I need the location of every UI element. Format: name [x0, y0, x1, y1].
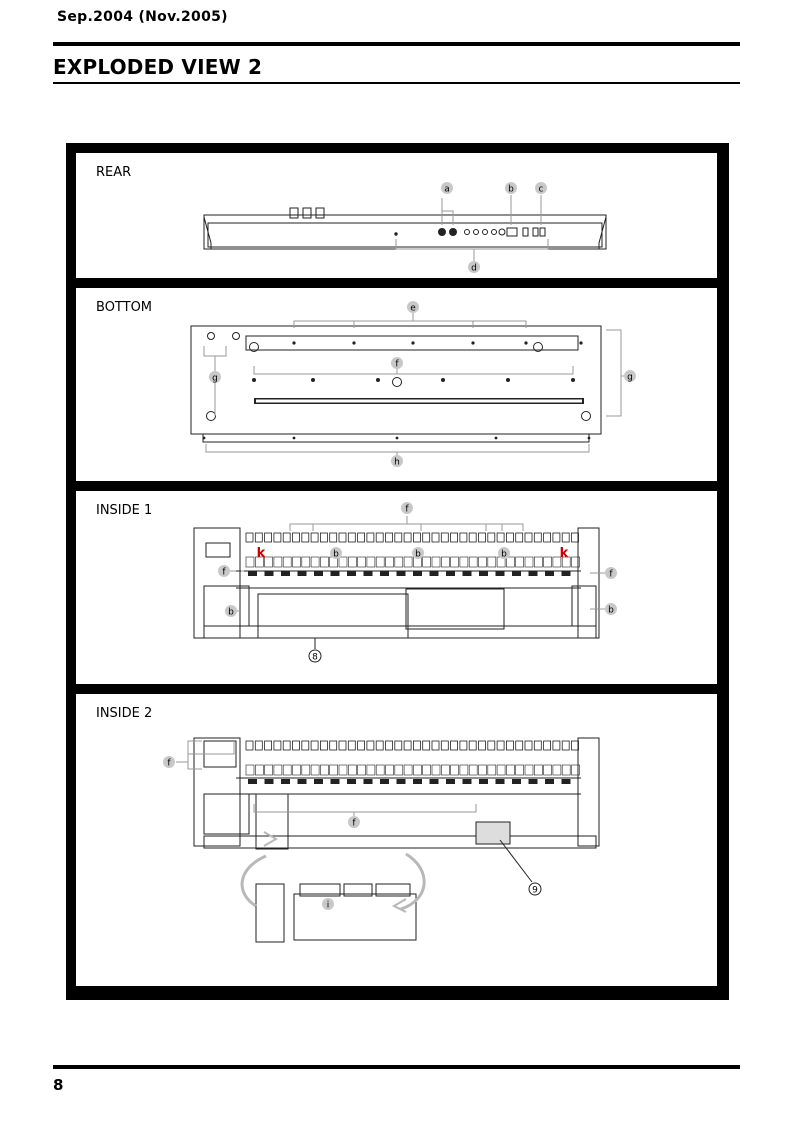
footer-rule [53, 1065, 740, 1069]
callout-h: h [394, 457, 400, 468]
callout-f: f [395, 359, 399, 370]
callout-b-3: b [501, 549, 507, 560]
keyboard-rear-body [204, 215, 606, 249]
panel-bottom [76, 288, 717, 481]
revision-date: Sep.2004 (Nov.2005) [57, 9, 228, 25]
rear-callouts [441, 182, 547, 274]
header-rule [53, 42, 740, 46]
callout-i: i [326, 900, 330, 911]
panel-inside2 [76, 694, 717, 986]
panel-label-inside1: INSIDE 1 [96, 503, 153, 518]
callout-f-left: f [167, 758, 171, 769]
callout-d: d [471, 263, 477, 274]
callout-f-left: f [222, 567, 226, 578]
callout-g-left: g [212, 373, 218, 384]
bottom-diagram [76, 288, 717, 481]
bottom-screws [203, 341, 591, 439]
rotate-arrow-left [242, 856, 266, 906]
panel-label-bottom: BOTTOM [96, 300, 153, 315]
callout-f-right: f [609, 569, 613, 580]
inside1-diagram [76, 491, 717, 684]
panel-label-inside2: INSIDE 2 [96, 706, 153, 721]
rear-diagram [76, 153, 717, 278]
callout-b-2: b [415, 549, 421, 560]
callout-b-1: b [333, 549, 339, 560]
callout-e: e [410, 303, 416, 314]
page-number: 8 [53, 1076, 64, 1094]
panel-label-rear: REAR [96, 165, 132, 180]
callout-g-right: g [627, 372, 633, 383]
callout-c: c [538, 184, 544, 195]
callout-a: a [444, 184, 450, 195]
callout-b-left: b [228, 607, 234, 618]
inside2-diagram [76, 694, 717, 986]
k-mark-left: k [256, 546, 266, 561]
k-mark-right: k [559, 546, 569, 561]
callout-b: b [508, 184, 514, 195]
panel-rear [76, 153, 717, 278]
page-title: EXPLODED VIEW 2 [53, 55, 263, 79]
panel-inside1 [76, 491, 717, 684]
title-rule [53, 82, 740, 84]
callout-f-top: f [405, 504, 409, 515]
callout-f-center: f [352, 818, 356, 829]
callout-8: 8 [312, 652, 318, 663]
callout-9: 9 [532, 885, 538, 896]
callout-b-right: b [608, 605, 614, 616]
